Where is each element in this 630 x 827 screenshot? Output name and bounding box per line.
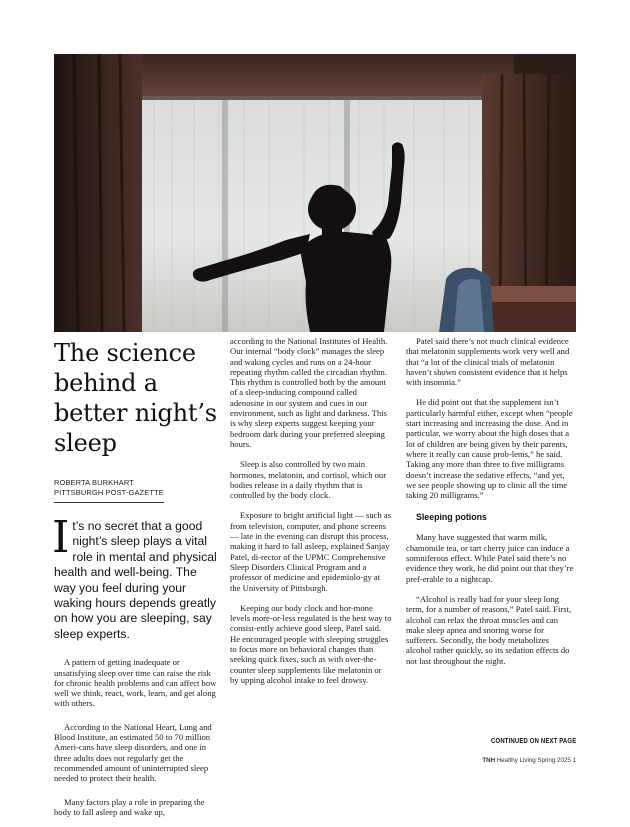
footer-brand: TNH [482, 757, 496, 764]
body-paragraph: Keeping our body clock and hor-mone levels more-or-less regulated is the best way to consist-ently achieve good sleep, Patel said. He encouraged people with sleeping struggles to focus more on behavioral changes than seeking quick fixes, such as with over-the-counter sleep supplements like melatonin or by upping alcohol intake to feel drowsy. [230, 602, 392, 685]
column-2 [230, 336, 392, 695]
headline: The science behind a better night’s sleep [54, 339, 217, 457]
body-paragraph: Many have suggested that warm milk, chamomile tea, or tart cherry juice can induce a somniferous effect. While Patel said there’s no evidence they work, he did point out that they’re pref-erable to a nightcap. [406, 532, 574, 584]
body-paragraph: Many factors play a role in preparing the body to fall asleep and wake up, [54, 796, 205, 817]
subheading: Sleeping potions [416, 512, 487, 523]
body-paragraph: Sleep is also controlled by two main hormones, melatonin, and cortisol, which our bodies release in a daily rhythm that is controlled by the body clock. [230, 459, 387, 501]
column-1 [54, 336, 218, 827]
lede-text: t’s no secret that a good night’s sleep plays a vital role in mental and physical health and well-being. The way you feel during your waking hours depends greatly on how you are sleeping, say sleep experts. [54, 519, 217, 641]
body-paragraph: according to the National Institutes of Health. Our internal “body clock” manages the sleep and waking cycles and runs on a 24-hour repeating rhythm called the circadian rhythm. This rhythm is controlled both by the amount of a sleep-inducing compound called adenosine in our system and cues in our environment, such as light and darkness. This is why sleep experts suggest keeping your bedroom dark during your preferred sleeping hours. [230, 336, 388, 449]
footer-section: Healthy Living Spring 2025 [496, 757, 571, 764]
continued-notice: CONTINUED ON NEXT PAGE [490, 738, 576, 745]
author-name: ROBERTA BURKHART [54, 478, 134, 487]
column-3 [406, 336, 576, 676]
body-paragraph: A pattern of getting inadequate or unsatisfying sleep over time can raise the risk for chronic health problems and can affect how well we think, react, work, learn, and get along with others. [54, 657, 217, 709]
page-number: 1 [572, 757, 576, 764]
hero-photo [54, 54, 576, 332]
body-paragraph: Exposure to bright artificial light — such as from television, computer, and phone screens — late in the evening can disrupt this process, making it hard to fall asleep, explained Sanjay Patel, di-rector of the UPMC Comprehensive Sleep Disorders Clinical Program and a professor of medicine and epidemiolo-gy at the University of Pittsburgh. [230, 510, 392, 593]
byline-rule [54, 502, 164, 503]
body-paragraph: “Alcohol is really bad for your sleep long term, for a number of reasons,” Patel said. First, alcohol can relax the throat muscles and can make sleep apnea and snoring worse for sufferers. Secondly, the body metabolizes alcohol rather quickly, so its sedation effects do not last throughout the night. [406, 593, 572, 666]
body-paragraph: According to the National Heart, Lung and Blood Institute, an estimated 50 to 70 million Ameri-cans have sleep disorders, and one in three adults does not regularly get the recommended amount of uninterrupted sleep needed to protect their health. [54, 721, 212, 784]
page-footer [482, 757, 576, 764]
stretching-silhouette-image [54, 54, 576, 332]
lede-paragraph [52, 512, 218, 642]
body-paragraph: He did point out that the supplement isn’t particularly harmful either, except when “people start increasing and increasing the dose. And in particular, we worry about the high doses that a lot of children are being given by their parents, where it really can cause prob-lems,” he said. Taking any more than three to five milligrams doesn’t increase the sedative effects, “and yet, we see people showing up to clinic all the time taking 20 milligrams.” [406, 397, 573, 501]
drop-cap: I [52, 512, 70, 563]
publication-name: PITTSBURGH POST-GAZETTE [54, 488, 164, 497]
byline [54, 478, 218, 503]
body-paragraph: Patel said there’s not much clinical evidence that melatonin supplements work very well and that “a lot of the clinical trials of melatonin haven’t shown consistent evidence that it helps with insomnia.” [406, 336, 570, 388]
